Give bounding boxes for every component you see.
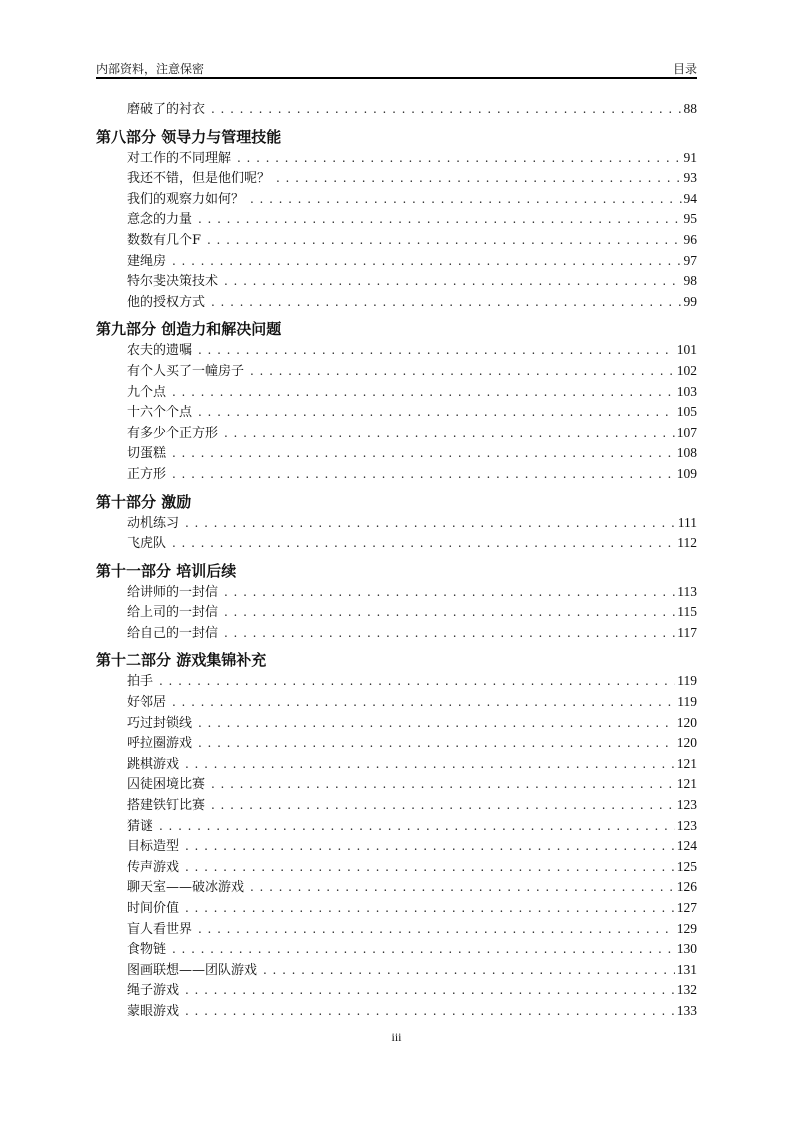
toc-entry-page: 126 (676, 879, 697, 895)
toc-entry-title: 时间价值 (127, 901, 180, 916)
toc-entry[interactable] (96, 602, 697, 623)
toc-entry[interactable] (96, 754, 697, 775)
toc-entry-title: 给自己的一封信 (127, 625, 219, 641)
dot-leader (185, 1001, 675, 1022)
toc-entry[interactable] (96, 464, 697, 485)
dot-leader (237, 148, 681, 169)
toc-entry[interactable] (96, 513, 697, 534)
toc-entry-title: 给上司的一封信 (127, 605, 219, 621)
toc-entry-page: 120 (676, 714, 697, 730)
dot-leader (198, 713, 675, 734)
dot-leader (198, 402, 675, 423)
dot-leader (172, 251, 681, 272)
toc-entry[interactable] (96, 774, 697, 795)
dot-leader (250, 877, 675, 898)
toc-entry-title: 传声游戏 (127, 859, 180, 875)
dot-leader (172, 939, 675, 960)
running-header (96, 60, 697, 78)
toc-entry-page: 108 (676, 445, 697, 461)
toc-entry[interactable] (96, 692, 697, 713)
toc-entry-page: 96 (683, 231, 697, 247)
toc-entry[interactable] (96, 795, 697, 816)
toc-entry-page: 93 (683, 170, 697, 186)
toc-section-heading[interactable]: 第十部分 激励 (96, 492, 192, 511)
toc-entry-page: 125 (676, 858, 697, 874)
toc-entry-title: 呼拉圈游戏 (127, 736, 193, 752)
toc-entry-title: 磨破了的衬衣 (127, 102, 206, 117)
toc-entry-title: 切蛋糕 (127, 446, 167, 462)
toc-entry-page: 133 (676, 1002, 697, 1018)
toc-entry-page: 112 (677, 535, 697, 551)
dot-leader (224, 423, 675, 444)
toc-entry-title: 食物链 (127, 942, 167, 958)
toc-entry-page: 129 (676, 920, 697, 936)
toc-entry-page: 91 (683, 149, 697, 165)
toc-entry-title: 他的授权方式 (127, 294, 206, 310)
dot-leader (172, 533, 675, 554)
toc-entry-page: 113 (677, 583, 697, 599)
toc-section-heading[interactable]: 第十二部分 游戏集锦补充 (96, 651, 267, 670)
toc-entry[interactable] (96, 168, 697, 189)
toc-section-heading[interactable]: 第九部分 创造力和解决问题 (96, 320, 282, 339)
toc-entry-page: 95 (683, 211, 697, 227)
toc-entry[interactable] (96, 623, 697, 644)
toc-entry-page: 119 (677, 694, 697, 710)
toc-entry-title: 建绳房 (127, 253, 167, 269)
dot-leader (198, 919, 675, 940)
toc-entry[interactable] (96, 99, 697, 120)
toc-entry[interactable] (96, 919, 697, 940)
dot-leader (211, 292, 681, 313)
toc-entry-title: 拍手 (127, 674, 154, 690)
toc-entry[interactable] (96, 582, 697, 603)
toc-entry[interactable] (96, 189, 697, 210)
table-of-contents (96, 99, 697, 1022)
toc-entry-title: 十六个个点 (127, 405, 193, 421)
toc-entry-title: 我们的观察力如何？ (127, 191, 245, 207)
toc-entry-page: 130 (676, 941, 697, 957)
toc-entry[interactable] (96, 402, 697, 423)
toc-entry[interactable] (96, 271, 697, 292)
toc-entry-page: 132 (676, 982, 697, 998)
dot-leader (159, 816, 675, 837)
toc-entry[interactable] (96, 898, 697, 919)
toc-entry-title: 好邻居 (127, 695, 167, 711)
toc-entry-page: 102 (676, 362, 697, 378)
dot-leader (185, 513, 676, 534)
dot-leader (172, 464, 675, 485)
toc-entry[interactable] (96, 340, 697, 361)
dot-leader (159, 671, 675, 692)
toc-entry-title: 囚徒困境比赛 (127, 777, 206, 793)
dot-leader (207, 230, 681, 251)
toc-entry[interactable] (96, 1001, 697, 1022)
toc-entry-title: 图画联想——团队游戏 (127, 962, 258, 978)
dot-leader (198, 209, 681, 230)
toc-entry-title: 巧过封锁线 (127, 715, 193, 731)
toc-entry[interactable] (96, 816, 697, 837)
toc-entry-title: 意念的力量 (127, 212, 193, 228)
dot-leader (185, 754, 675, 775)
toc-entry[interactable] (96, 361, 697, 382)
toc-entry[interactable] (96, 230, 697, 251)
toc-entry-page: 103 (676, 383, 697, 399)
toc-entry[interactable] (96, 423, 697, 444)
toc-entry-page: 124 (676, 838, 697, 854)
toc-entry-title: 聊天室——破冰游戏 (127, 880, 245, 896)
toc-entry-title: 搭建铁钉比赛 (127, 798, 206, 814)
toc-entry[interactable] (96, 980, 697, 1001)
toc-entry-title: 盲人看世界 (127, 921, 193, 937)
toc-entry-title: 有多少个正方形 (127, 425, 219, 441)
toc-entry-title: 动机练习 (127, 515, 180, 531)
dot-leader (185, 836, 675, 857)
toc-entry-page: 117 (677, 624, 697, 640)
dot-leader (276, 168, 681, 189)
toc-entry-page: 98 (683, 273, 697, 289)
toc-entry-title: 对工作的不同理解 (127, 150, 232, 166)
toc-entry-title: 特尔斐决策技术 (127, 274, 219, 290)
dot-leader (211, 99, 681, 120)
toc-entry-page: 111 (677, 514, 697, 530)
dot-leader (185, 980, 675, 1001)
toc-entry[interactable] (96, 251, 697, 272)
toc-entry[interactable] (96, 857, 697, 878)
toc-entry-page: 105 (676, 404, 697, 420)
toc-entry-title: 目标造型 (127, 839, 180, 855)
toc-entry-page: 97 (683, 252, 697, 268)
dot-leader (224, 582, 675, 603)
toc-entry-title: 我还不错，但是他们呢？ (127, 171, 271, 187)
toc-entry[interactable] (96, 443, 697, 464)
toc-section-heading[interactable]: 第八部分 领导力与管理技能 (96, 127, 282, 146)
toc-entry[interactable] (96, 733, 697, 754)
dot-leader (198, 733, 675, 754)
dot-leader (250, 189, 681, 210)
toc-section-heading[interactable]: 第十一部分 培训后续 (96, 561, 237, 580)
toc-entry[interactable] (96, 382, 697, 403)
toc-entry-page: 120 (676, 735, 697, 751)
dot-leader (224, 271, 681, 292)
toc-entry-title: 猜谜 (127, 818, 154, 834)
toc-entry[interactable] (96, 713, 697, 734)
dot-leader (211, 774, 675, 795)
toc-entry-page: 88 (683, 101, 697, 116)
toc-entry-title: 正方形 (127, 466, 167, 482)
toc-entry[interactable] (96, 877, 697, 898)
toc-entry-page: 121 (676, 755, 697, 771)
toc-entry-page: 99 (683, 293, 697, 309)
toc-entry-title: 飞虎队 (127, 536, 167, 552)
toc-entry-title: 绳子游戏 (127, 983, 180, 999)
toc-entry-title: 蒙眼游戏 (127, 1003, 180, 1019)
toc-entry-page: 107 (676, 424, 697, 440)
toc-entry-title: 数数有几个F (127, 232, 202, 248)
toc-entry-page: 123 (676, 797, 697, 813)
toc-entry-title: 给讲师的一封信 (127, 584, 219, 600)
dot-leader (263, 960, 675, 981)
toc-entry[interactable] (96, 939, 697, 960)
dot-leader (172, 382, 675, 403)
toc-entry-page: 127 (676, 900, 697, 915)
toc-entry[interactable] (96, 533, 697, 554)
dot-leader (185, 898, 675, 919)
toc-entry-page: 123 (676, 817, 697, 833)
toc-entry[interactable] (96, 292, 697, 313)
dot-leader (172, 443, 675, 464)
toc-entry[interactable] (96, 209, 697, 230)
toc-entry[interactable] (96, 836, 697, 857)
toc-entry-page: 121 (676, 776, 697, 792)
header-section-name: 目录 (672, 62, 697, 76)
toc-entry-page: 131 (676, 961, 697, 977)
toc-entry-title: 跳棋游戏 (127, 756, 180, 772)
toc-entry-title: 有个人买了一幢房子 (127, 363, 245, 379)
toc-entry[interactable] (96, 148, 697, 169)
dot-leader (224, 602, 675, 623)
toc-entry[interactable] (96, 960, 697, 981)
toc-entry-page: 115 (677, 604, 697, 620)
toc-entry[interactable] (96, 671, 697, 692)
page-number: iii (391, 1030, 402, 1044)
dot-leader (185, 857, 675, 878)
toc-entry-page: 101 (676, 342, 697, 358)
toc-entry-title: 农夫的遗嘱 (127, 343, 193, 359)
toc-entry-title: 九个点 (127, 384, 167, 400)
dot-leader (211, 795, 675, 816)
dot-leader (250, 361, 675, 382)
toc-entry-page: 119 (677, 673, 697, 689)
dot-leader (224, 623, 675, 644)
toc-entry-page: 109 (676, 465, 697, 481)
dot-leader (198, 340, 675, 361)
dot-leader (172, 692, 675, 713)
toc-entry-page: 94 (683, 190, 697, 206)
header-rule (96, 77, 697, 79)
header-confidential-note: 内部资料，注意保密 (96, 62, 205, 76)
